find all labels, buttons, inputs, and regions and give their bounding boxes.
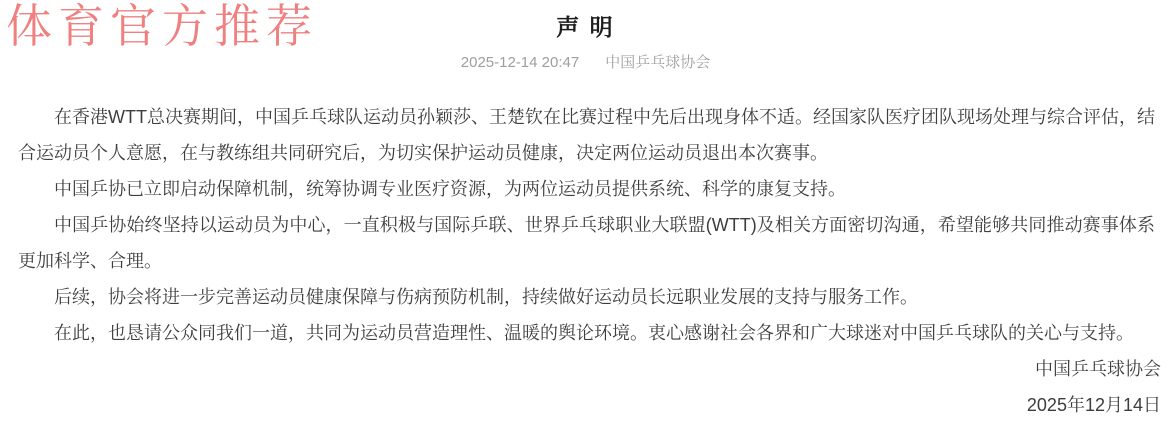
signature-block <box>0 351 1171 423</box>
article-meta <box>0 52 1171 73</box>
publisher-name: 中国乒乓球协会 <box>605 54 711 71</box>
statement-paragraph: 后续，协会将进一步完善运动员健康保障与伤病预防机制，持续做好运动员长远职业发展的支持与服务工作。 <box>54 287 918 307</box>
statement-body <box>0 99 1171 351</box>
statement-paragraph: 中国乒协始终坚持以运动员为中心，一直积极与国际乒联、世界乒乓球职业大联盟(WTT)及相关方面密切沟通，希望能够共同推动赛事体系更加科学、合理。 <box>18 215 1155 271</box>
article-header <box>0 0 1171 73</box>
promo-watermark: 体育官方推荐 <box>6 0 318 53</box>
signature-org: 中国乒乓球协会 <box>1035 359 1161 379</box>
statement-paragraph: 在此，也恳请公众同我们一道，共同为运动员营造理性、温暖的舆论环境。衷心感谢社会各界和广大球迷对中国乒乓球队的关心与支持。 <box>54 323 1134 343</box>
page-title: 声 明 <box>556 14 615 40</box>
publish-timestamp: 2025-12-14 20:47 <box>460 54 580 71</box>
statement-paragraph: 中国乒协已立即启动保障机制，统筹协调专业医疗资源，为两位运动员提供系统、科学的康复支持。 <box>54 179 846 199</box>
signature-date: 2025年12月14日 <box>1026 395 1161 415</box>
statement-paragraph: 在香港WTT总决赛期间，中国乒乓球队运动员孙颖莎、王楚钦在比赛过程中先后出现身体不适。经国家队医疗团队现场处理与综合评估，结合运动员个人意愿，在与教练组共同研究后，为切实保护运动员健康，决定两位运动员退出本次赛事。 <box>18 107 1155 163</box>
